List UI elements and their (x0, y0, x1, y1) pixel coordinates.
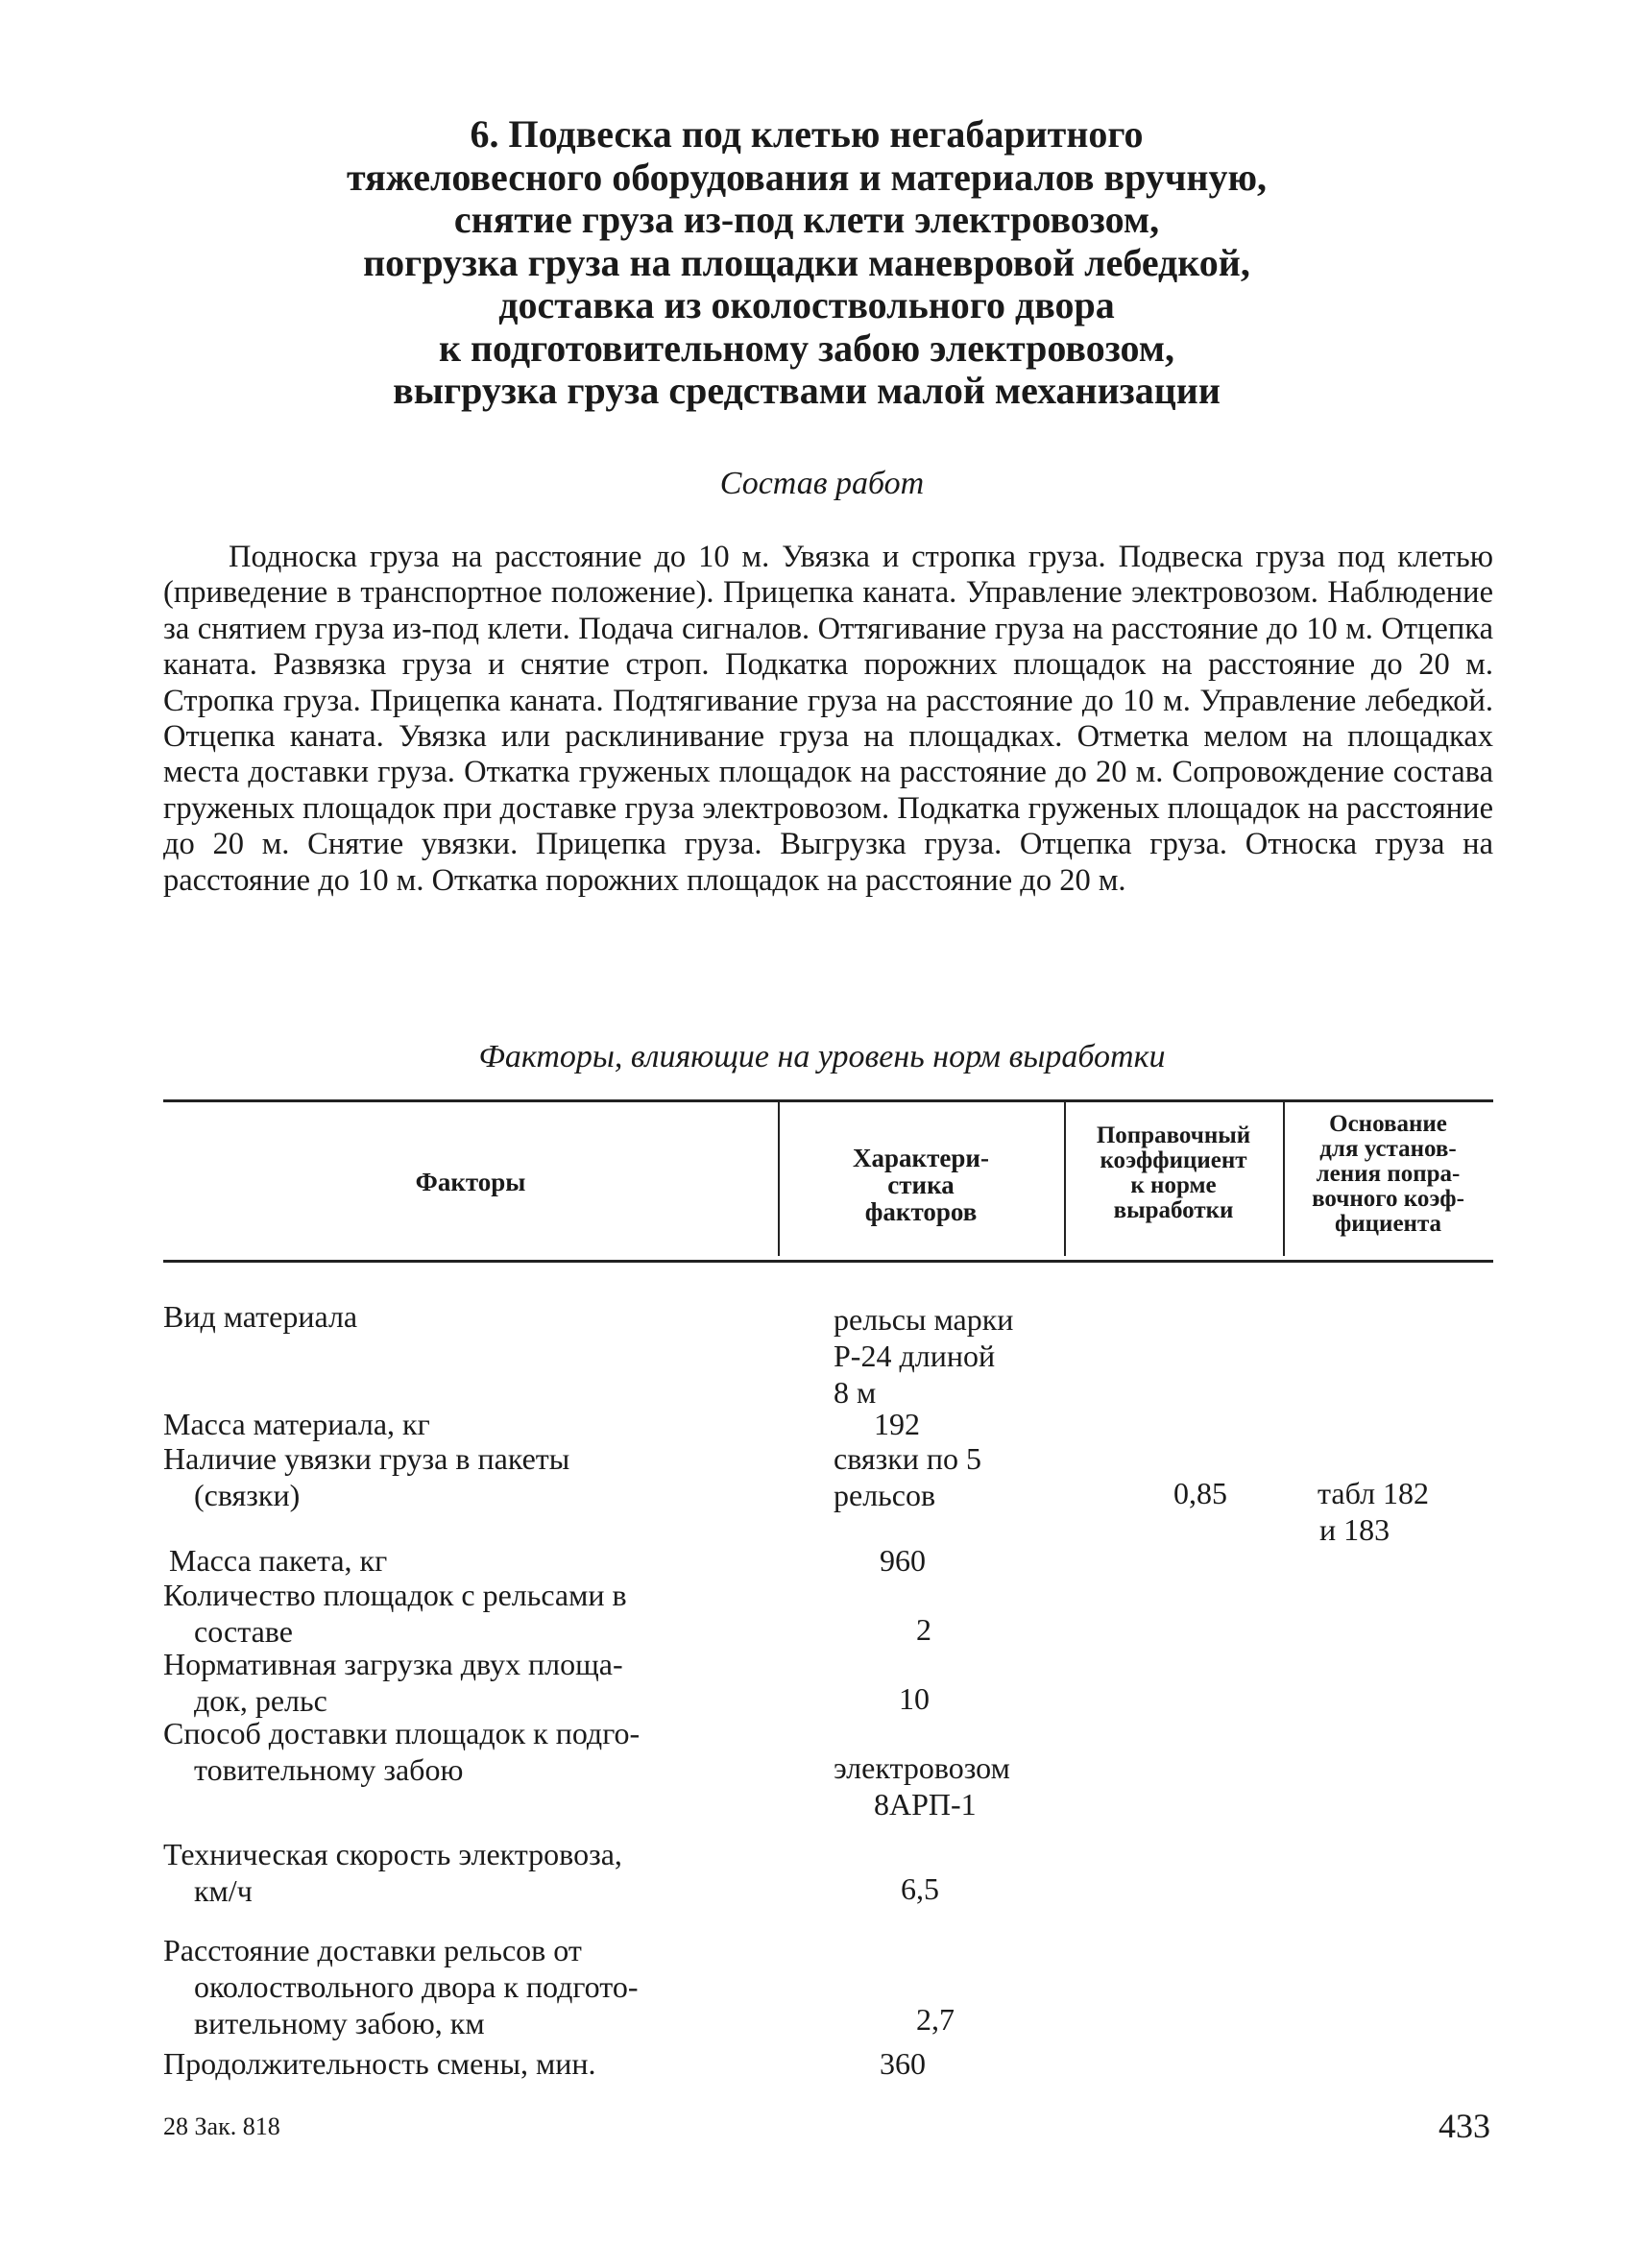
footer-order-number: 28 Зак. 818 (163, 2112, 280, 2140)
factor-cell: Масса материала, кг (163, 1407, 430, 1441)
section-title (192, 113, 1421, 413)
characteristic-cell: 192 (874, 1407, 920, 1441)
title-line: выгрузка груза средствами малой механизации (393, 369, 1221, 412)
factor-cell: Продолжительность смены, мин. (163, 2046, 596, 2081)
title-line: снятие груза из-под клети электровозом, (453, 198, 1160, 241)
title-line: к подготовительному забою электровозом, (438, 326, 1175, 370)
work-composition-text: Подноска груза на расстояние до 10 м. Увязка и стропка груза. Подвеска груза под клетью (приведение в транспортное положение). Прицепка каната. Управление электровозом. Наблюдение за снятием груза из-под клети. Подача сигналов. Оттягивание груза на расстояние до 10 м. Отцепка каната. Развязка груза и снятие строп. Подкатка порожних площадок на расстояние до 20 м. Стропка груза. Прицепка каната. Подтягивание груза на расстояние до 10 м. Управление лебедкой. Отцепка каната. Увязка или расклинивание груза на площадках. Отметка мелом на площадках места доставки груза. Откатка груженых площадок на расстояние до 20 м. Сопровождение состава груженых площадок при доставке груза электровозом. Подкатка груженых площадок на расстояние до 20 м. Снятие увязки. Прицепка груза. Выгрузка груза. Отцепка груза. Относка груза на расстояние до 10 м. Откатка порожних площадок на расстояние до 20 м. (163, 540, 1493, 898)
header-characteristic: Характери- стика факторов (853, 1144, 989, 1226)
header-coefficient: Поправочный коэффициент к норме выработки (1096, 1122, 1251, 1223)
characteristic-cell: 2,7 (916, 2002, 955, 2037)
factor-cell: Расстояние доставки рельсов от околоствольного двора к подгото- вительному забою, км (163, 1933, 639, 2040)
basis-value: табл 182 и 183 (1318, 1476, 1430, 1547)
characteristic-cell: 960 (880, 1543, 926, 1578)
characteristic-cell: рельсы марки Р-24 длиной 8 м (834, 1302, 1014, 1410)
table-caption: Факторы, влияющие на уровень норм выработки (478, 1039, 1166, 1074)
title-line: тяжеловесного оборудования и материалов вручную, (346, 155, 1268, 199)
factor-cell: Способ доставки площадок к подго- товительному забою (163, 1716, 641, 1787)
factor-cell: Вид материала (163, 1299, 358, 1334)
factor-cell: Нормативная загрузка двух площа- док, рельс (163, 1647, 623, 1718)
header-factors: Факторы (415, 1168, 526, 1196)
title-line: доставка из околоствольного двора (498, 283, 1115, 326)
page-number: 433 (1438, 2107, 1490, 2145)
title-line: погрузка груза на площадки маневровой лебедкой, (363, 240, 1250, 284)
characteristic-cell: электровозом 8АРП-1 (834, 1750, 1010, 1822)
work-composition-heading: Состав работ (719, 466, 925, 501)
coefficient-value: 0,85 (1173, 1476, 1227, 1510)
characteristic-cell: связки по 5 рельсов (834, 1441, 982, 1512)
factor-cell: Наличие увязки груза в пакеты (связки) (163, 1441, 570, 1512)
factor-cell: Количество площадок с рельсами в составе (163, 1578, 627, 1649)
table-header-rule (163, 1260, 1493, 1263)
characteristic-cell: 6,5 (901, 1871, 939, 1906)
characteristic-cell: 2 (916, 1612, 931, 1647)
characteristic-cell: 10 (899, 1681, 930, 1716)
characteristic-cell: 360 (880, 2046, 926, 2081)
table-top-rule (163, 1099, 1493, 1102)
factor-cell: Масса пакета, кг (169, 1543, 388, 1578)
title-line: 6. Подвеска под клетью негабаритного (470, 112, 1144, 156)
header-basis: Основание для установ- ления попра- вочного коэф- фициента (1312, 1111, 1464, 1237)
factor-cell: Техническая скорость электровоза, км/ч (163, 1837, 622, 1908)
